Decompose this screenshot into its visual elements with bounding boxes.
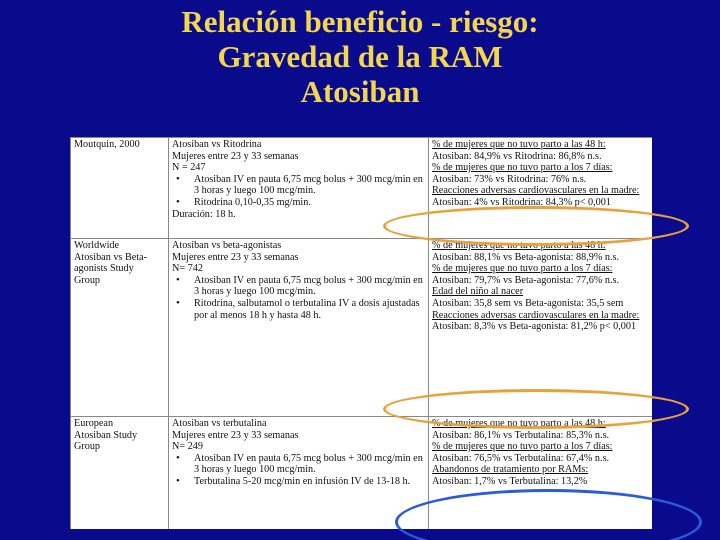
design-cell: [169, 239, 429, 417]
study-name-line: Moutquin, 2000: [74, 139, 140, 150]
result-heading: % de mujeres que no tuvo parto a las 48 h:: [432, 240, 606, 251]
study-name-line: Atosiban vs Beta-: [74, 251, 147, 263]
results-cell: [429, 138, 653, 239]
result-heading: % de mujeres que no tuvo parto a los 7 días:: [432, 441, 613, 453]
results-cell: [429, 239, 653, 417]
result-heading: % de mujeres que no tuvo parto a las 48 h:: [432, 418, 606, 429]
result-heading: % de mujeres que no tuvo parto a los 7 días:: [432, 263, 613, 275]
design-line: N= 742: [172, 263, 203, 275]
design-cell: [169, 138, 429, 239]
title-line-2: Gravedad de la RAM: [217, 39, 503, 74]
result-value: Atosiban: 76,5% vs Terbutalina: 67,4% n.s.: [432, 452, 610, 464]
study-table: [70, 137, 652, 529]
result-value: Atosiban: 84,9% vs Ritodrina: 86,8% n.s.: [432, 150, 602, 162]
design-line: N= 249: [172, 441, 203, 453]
study-cell: [71, 239, 169, 417]
result-heading: % de mujeres que no tuvo parto a las 48 h:: [432, 139, 606, 150]
study-name-line: Worldwide: [74, 240, 120, 251]
design-line: Atosiban vs beta-agonistas: [172, 240, 282, 251]
result-value: Atosiban: 73% vs Ritodrina: 76% n.s.: [432, 173, 587, 185]
dosing-list-item: • Terbutalina 5-20 mcg/min en infusión IV de 13-18 h.: [172, 476, 425, 488]
table-row: [71, 138, 653, 239]
study-name-line: agonists Study: [74, 263, 134, 275]
design-line: Mujeres entre 23 y 33 semanas: [172, 150, 299, 162]
dosing-list-item: • Atosiban IV en pauta 6,75 mcg bolus + 300 mcg/min en 3 horas y luego 100 mcg/min.: [172, 453, 425, 476]
design-line: Mujeres entre 23 y 33 semanas: [172, 429, 299, 441]
table-row: [71, 417, 653, 530]
study-name-line: Atosiban Study: [74, 429, 138, 441]
slide-title: [0, 4, 720, 109]
result-value: Atosiban: 79,7% vs Beta-agonista: 77,6% n.s.: [432, 274, 620, 286]
dosing-list: [172, 275, 425, 321]
title-line-3: Atosiban: [300, 74, 420, 109]
results-cell: [429, 417, 653, 530]
design-line: Atosiban vs terbutalina: [172, 418, 267, 429]
study-cell: [71, 138, 169, 239]
dosing-list-item: • Atosiban IV en pauta 6,75 mcg bolus + 300 mcg/min en 3 horas y luego 100 mcg/min.: [172, 275, 425, 298]
result-value: Atosiban: 1,7% vs Terbutalina: 13,2%: [432, 475, 588, 487]
result-value: Atosiban: 35,8 sem vs Beta-agonista: 35,5 sem: [432, 297, 624, 309]
result-heading: % de mujeres que no tuvo parto a los 7 días:: [432, 162, 613, 174]
title-line-1: Relación beneficio - riesgo:: [181, 4, 539, 39]
table-row: [71, 239, 653, 417]
study-cell: [71, 417, 169, 530]
study-name-line: Group: [74, 441, 101, 453]
design-line: N = 247: [172, 162, 206, 174]
result-heading: Reacciones adversas cardiovasculares en la madre:: [432, 185, 640, 197]
duration-line: Duración: 18 h.: [172, 208, 236, 220]
design-line: Mujeres entre 23 y 33 semanas: [172, 251, 299, 263]
result-value: Atosiban: 88,1% vs Beta-agonista: 88,9% n.s.: [432, 251, 620, 263]
result-value: Atosiban: 86,1% vs Terbutalina: 85,3% n.s.: [432, 429, 610, 441]
result-value: Atosiban: 4% vs Ritodrina: 84,3% p< 0,001: [432, 196, 611, 208]
study-name-line: Group: [74, 274, 101, 286]
dosing-list: [172, 174, 425, 209]
result-heading: Abandonos de tratamiento por RAMs:: [432, 464, 589, 476]
dosing-list-item: • Ritodrina, salbutamol o terbutalina IV a dosis ajustadas por al menos 18 h y hasta 48 h.: [172, 298, 425, 321]
dosing-list: [172, 453, 425, 488]
result-value: Atosiban: 8,3% vs Beta-agonista: 81,2% p< 0,001: [432, 321, 637, 333]
design-cell: [169, 417, 429, 530]
study-name-line: European: [74, 418, 114, 429]
result-heading: Reacciones adversas cardiovasculares en la madre:: [432, 309, 640, 321]
result-heading: Edad del niño al nacer: [432, 286, 524, 298]
study-table-container: [70, 137, 652, 529]
dosing-list-item: • Atosiban IV en pauta 6,75 mcg bolus + 300 mcg/min en 3 horas y luego 100 mcg/min.: [172, 174, 425, 197]
dosing-list-item: • Ritodrina 0,10-0,35 mg/min.: [172, 197, 425, 209]
design-line: Atosiban vs Ritodrina: [172, 139, 262, 150]
